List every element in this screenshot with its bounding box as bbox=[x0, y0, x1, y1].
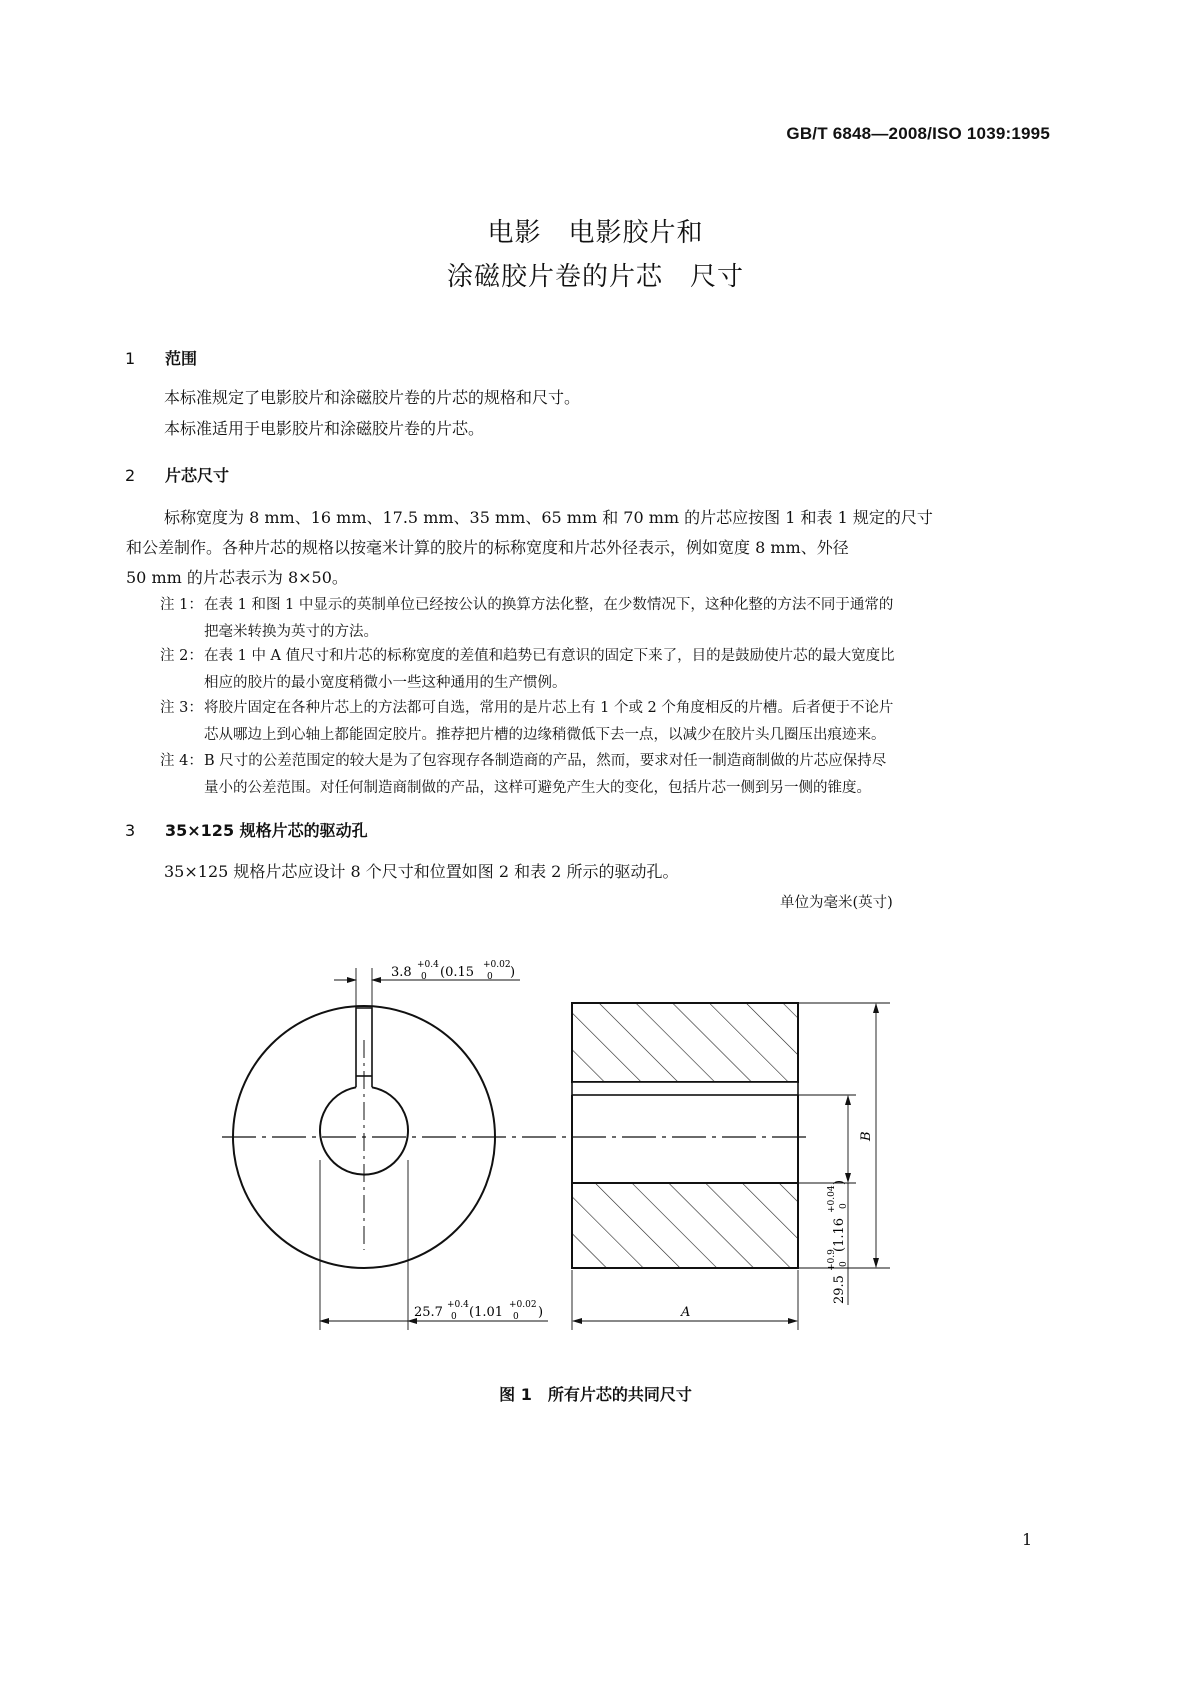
dim-text: +0.02 bbox=[483, 960, 511, 970]
unit-note: 单位为毫米(英寸) bbox=[780, 895, 893, 911]
core-bore-circle bbox=[320, 1087, 408, 1174]
note-text-cont: 把毫米转换为英寸的方法。 bbox=[204, 624, 378, 640]
note-text-cont: 相应的胶片的最小宽度稍微小一些这种通用的生产惯例。 bbox=[204, 675, 567, 691]
section1-para1: 本标准规定了电影胶片和涂磁胶片卷的片芯的规格和尺寸。 bbox=[164, 388, 581, 407]
dim-slot-label bbox=[391, 960, 515, 982]
dim-text: 25.7 bbox=[414, 1305, 443, 1320]
section2-para-line1: 标称宽度为 8 mm、16 mm、17.5 mm、35 mm、65 mm 和 70 mm 的片芯应按图 1 和表 1 规定的尺寸 bbox=[164, 508, 933, 527]
section3-number: 3 bbox=[125, 821, 136, 840]
section2-title: 片芯尺寸 bbox=[165, 466, 230, 485]
section1-number: 1 bbox=[125, 349, 136, 368]
dim-inner-label bbox=[827, 1180, 849, 1304]
figure-caption: 图 1 所有片芯的共同尺寸 bbox=[499, 1385, 692, 1404]
dim-text: 0 bbox=[451, 1312, 457, 1322]
note-label: 注 1： bbox=[160, 597, 203, 613]
dim-text: ) bbox=[538, 1305, 544, 1320]
note-text: B 尺寸的公差范围定的较大是为了包容现存各制造商的产品，然而，要求对任一制造商制做的片芯应保持尽 bbox=[204, 753, 887, 769]
document-title-line2: 涂磁胶片卷的片芯 尺寸 bbox=[446, 262, 744, 292]
section-hatch-top bbox=[572, 1003, 798, 1082]
note-text: 在表 1 中 A 值尺寸和片芯的标称宽度的差值和趋势已有意识的固定下来了，目的是鼓励使片芯的最大宽度比 bbox=[204, 648, 895, 664]
dim-text: (1.01 bbox=[469, 1305, 504, 1320]
dim-text: 3.8 bbox=[391, 965, 412, 980]
dim-text: 0 bbox=[513, 1312, 519, 1322]
document-title-line1: 电影 电影胶片和 bbox=[487, 218, 704, 248]
standard-number: GB/T 6848—2008/ISO 1039:1995 bbox=[786, 124, 1050, 143]
dim-label-A: A bbox=[681, 1305, 691, 1320]
dim-text: +0.02 bbox=[509, 1300, 537, 1310]
dim-text: 0 bbox=[839, 1261, 849, 1267]
section3-title: 35×125 规格片芯的驱动孔 bbox=[165, 821, 368, 840]
dim-text: (0.15 bbox=[440, 965, 475, 980]
section1-para2: 本标准适用于电影胶片和涂磁胶片卷的片芯。 bbox=[164, 419, 485, 438]
dim-text: +0.9 bbox=[827, 1249, 837, 1271]
note-text-cont: 芯从哪边上到心轴上都能固定胶片。推荐把片槽的边缘稍微低下去一点，以减少在胶片头几圈压出痕迹来。 bbox=[204, 727, 886, 743]
dim-text: +0.4 bbox=[417, 960, 439, 970]
dim-text: +0.04 bbox=[827, 1185, 837, 1213]
note-label: 注 3： bbox=[160, 700, 203, 716]
dim-text: 0 bbox=[487, 972, 493, 982]
section1-title: 范围 bbox=[165, 349, 198, 368]
note-label: 注 2： bbox=[160, 648, 203, 664]
dim-text: 0 bbox=[421, 972, 427, 982]
dim-text: 0 bbox=[839, 1203, 849, 1209]
dim-text: ) bbox=[510, 965, 516, 980]
dim-text: 29.5 bbox=[832, 1275, 847, 1304]
dim-text: +0.4 bbox=[447, 1300, 469, 1310]
dim-label-B: B bbox=[859, 1131, 874, 1141]
section3-para: 35×125 规格片芯应设计 8 个尺寸和位置如图 2 和表 2 所示的驱动孔。 bbox=[164, 862, 679, 881]
section2-number: 2 bbox=[125, 466, 136, 485]
section-hatch-bottom bbox=[572, 1183, 798, 1268]
section2-para-line2: 和公差制作。各种片芯的规格以按毫米计算的胶片的标称宽度和片芯外径表示，例如宽度 8 mm、外径 bbox=[126, 538, 849, 557]
section2-para-line3: 50 mm 的片芯表示为 8×50。 bbox=[126, 568, 348, 587]
dim-text: ) bbox=[832, 1179, 847, 1185]
note-text-cont: 量小的公差范围。对任何制造商制做的产品，这样可避免产生大的变化，包括片芯一侧到另一侧的锥度。 bbox=[204, 780, 871, 796]
dim-text: (1.16 bbox=[832, 1217, 847, 1252]
dim-bore-label bbox=[414, 1300, 543, 1322]
page-number: 1 bbox=[1022, 1530, 1033, 1549]
note-label: 注 4： bbox=[160, 753, 203, 769]
note-text: 将胶片固定在各种片芯上的方法都可自选，常用的是片芯上有 1 个或 2 个角度相反的片槽。后者便于不论片 bbox=[204, 700, 894, 716]
note-text: 在表 1 和图 1 中显示的英制单位已经按公认的换算方法化整，在少数情况下，这种化整的方法不同于通常的 bbox=[204, 597, 894, 613]
